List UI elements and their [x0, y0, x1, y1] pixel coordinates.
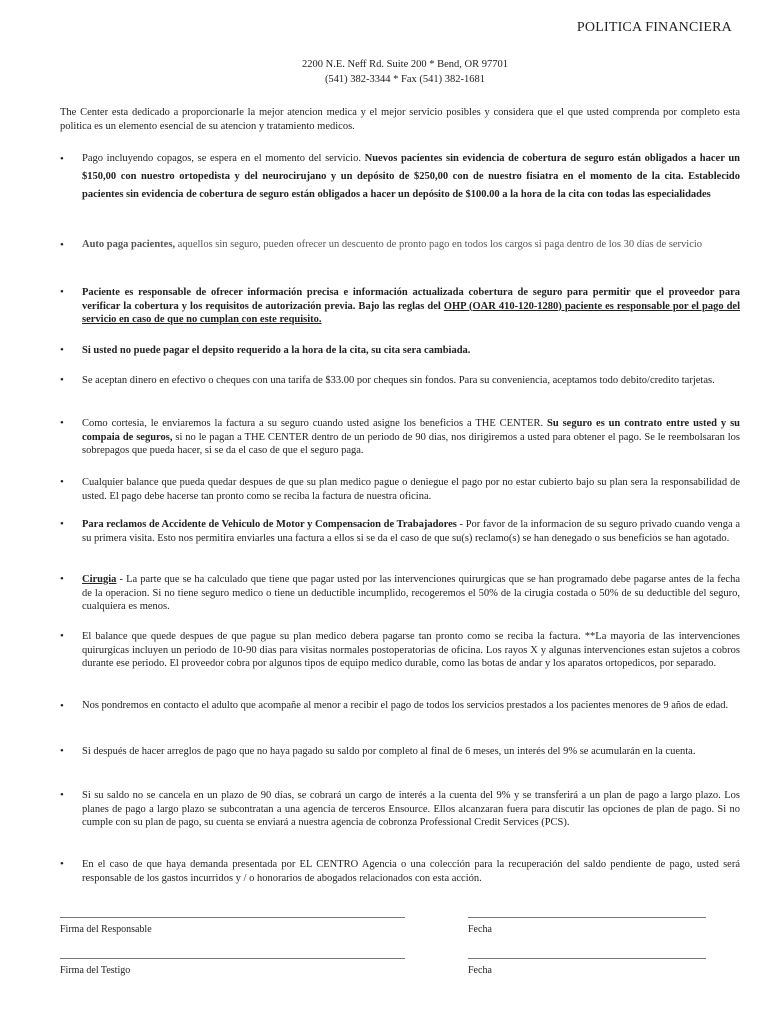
policy-item-interest-6-months: [60, 745, 740, 759]
item-text: Como cortesia, le enviaremos la factura a su seguro cuando usted asigne los beneficios a THE CENTER.: [82, 418, 547, 429]
item-underlined-text: OHP (OAR 410-120-1280) paciente es responsable por el pago del servicio en caso de que no cumplan con este requisito.: [82, 300, 740, 325]
signature-label: Firma del Testigo: [60, 965, 131, 976]
bullet-icon: •: [60, 153, 64, 165]
item-text: Pago incluyendo copagos, se espera en el momento del servicio.: [82, 153, 365, 164]
policy-item-minors: [60, 698, 740, 714]
bullet-icon: •: [60, 286, 64, 298]
item-text: El balance que quede despues de que pague su plan medico debera pagarse tan pronto como se reciba la factura. **La mayoria de las intervenciones quirurgicas incluyen un periodo de 10-90 dias para visitas normales postoperatorias de oficina. Los rayos X y algunas intervenciones estan sujetos a cobros durante ese periodo. El proveedor cobra por algunos tipos de equipo medico durable, como las botas de andar y los aparatos ortopedicos, por separado.: [82, 631, 740, 669]
item-bold-text: Nuevos pacientes sin evidencia de cobertura de seguro están obligados a hacer un $150,00 con nuestro ortopedista y del neurocirujano y un depósito de $250,00 con de nuestro fisiatra en el momento de la cita. Establecido pacientes sin evidencia de cobertura de seguro están obligados a hacer un depósito de $100.00 a la hora de la cita con todas las especialidades: [82, 153, 740, 200]
bullet-icon: •: [60, 700, 64, 712]
policy-item-cash-checks: [60, 374, 740, 388]
bullet-icon: •: [60, 374, 64, 386]
bullet-icon: •: [60, 518, 64, 530]
signature-line: [60, 958, 405, 959]
bullet-icon: •: [60, 417, 64, 429]
item-text: Nos pondremos en contacto el adulto que acompañe al menor a recibir el pago de todos los servicios prestados a los pacientes menores de 9 años de edad.: [82, 700, 729, 711]
policy-item-payment: [60, 150, 740, 204]
item-text: Si su saldo no se cancela en un plazo de 90 días, se cobrará un cargo de interés a la cuenta del 9% y se transferirá a un plan de pago a largo plazo. Los planes de pago a largo plazo se subcontratan a una agencia de terceros Ensource. Ellos alcanzaran fuera para discutir las opciones de plan de pago. Si no cumple con su plan de pago, su cuenta se enviará a nuestra agencia de cobronza Professional Credit Services (PCS).: [82, 790, 740, 828]
intro-paragraph: The Center esta dedicado a proporcionarle la mejor atencion medica y el mejor servicio posibles y considera que el que usted comprenda por completo esta politica es un elemento esencial de su atencion y tratamiento medicos.: [60, 107, 740, 132]
item-text: Se aceptan dinero en efectivo o cheques con una tarifa de $33.00 por cheques sin fondos. Para su conveniencia, aceptamos todo debito/credito tarjetas.: [82, 375, 715, 386]
item-underlined-text: Cirugia: [82, 574, 117, 585]
item-text: aquellos sin seguro, pueden ofrecer un descuento de pronto pago en todos los cargos si paga dentro de los 30 días de servicio: [175, 239, 703, 250]
item-bold-text: Para reclamos de Accidente de Vehiculo de Motor y Compensacion de Trabajadores: [82, 519, 457, 530]
signature-date-1[interactable]: [468, 917, 706, 935]
policy-item-auto-accident: [60, 518, 740, 545]
item-bold-text: Si usted no puede pagar el depsito requerido a la hora de la cita, su cita sera cambiada.: [82, 345, 471, 356]
bullet-icon: •: [60, 789, 64, 801]
signature-label: Firma del Responsable: [60, 924, 152, 935]
item-text: En el caso de que haya demanda presentada por EL CENTRO Agencia o una colección para la recuperación del saldo pendiente de pago, usted será responsable de los gastos incurridos y / o honorarios de abogados relacionados con esta acción.: [82, 859, 740, 884]
signature-witness[interactable]: [60, 958, 405, 976]
policy-item-surgery: [60, 573, 740, 614]
item-bold-text: Paciente es responsable de ofrecer información precisa e información actualizada cobertura de seguro para permitir que el proveedor para verificar la cobertura y los requisitos de autorización previa. Bajo las reglas del: [82, 287, 740, 312]
policy-item-legal-fees: [60, 858, 740, 885]
policy-item-self-pay: [60, 236, 740, 254]
bullet-icon: •: [60, 858, 64, 870]
date-line: [468, 958, 706, 959]
item-bold-text: Su seguro es un contrato entre usted y su compaia de seguros,: [82, 418, 740, 443]
bullet-icon: •: [60, 745, 64, 757]
date-label: Fecha: [468, 965, 492, 976]
policy-item-balance: [60, 476, 740, 503]
policy-item-coverage-info: [60, 286, 740, 327]
signature-date-2[interactable]: [468, 958, 706, 976]
document-title: POLITICA FINANCIERA: [576, 20, 732, 35]
bullet-icon: •: [60, 573, 64, 585]
item-text: - Por favor de la informacion de su seguro privado cuando venga a su primera visita. Esto nos permitira enviarles una factura a ellos si se da el caso de que su(s) reclamo(s) se han denegado o sus beneficios se han agotado.: [82, 519, 740, 544]
policy-item-post-surgery-balance: [60, 630, 740, 671]
address-block: [0, 58, 770, 87]
bullet-icon: •: [60, 630, 64, 642]
item-text: Cualquier balance que pueda quedar despues de que su plan medico pague o deniegue el pago por no estar cubierto bajo su plan sera la responsabilidad de usted. El pago debe hacerse tan pronto como se reciba la factura de nuestra oficina.: [82, 477, 740, 502]
signature-line: [60, 917, 405, 918]
policy-item-insurance-billing: [60, 417, 740, 458]
bullet-icon: •: [60, 344, 64, 356]
signature-responsible[interactable]: [60, 917, 405, 935]
item-text: si no le pagan a THE CENTER dentro de un periodo de 90 dias, nos dirigiremos a usted para obtener el pago. Se le reembolsaran los sobrepagos que pueda hacer, si se da el caso de que el seguro paga.: [82, 431, 740, 456]
phone-fax-line: (541) 382-3344 * Fax (541) 382-1681: [324, 73, 486, 85]
policy-item-long-term-plan: [60, 789, 740, 830]
date-line: [468, 917, 706, 918]
bullet-icon: •: [60, 239, 64, 251]
item-text: Si después de hacer arreglos de pago que no haya pagado su saldo por completo al final de 6 meses, un interés del 9% se acumularán en la cuenta.: [82, 746, 696, 757]
date-label: Fecha: [468, 924, 492, 935]
policy-item-deposit: [60, 344, 740, 358]
item-text: - La parte que se ha calculado que tiene que pagar usted por las intervenciones quirurgicas que se han programado debe pagarse antes de la fecha de la operacion. Si no tiene seguro medico o tiene un deductible incumplido, recogeremos el 50% de la cirugia costada o 50% de su deductible del seguro, cualquiera es menos.: [82, 574, 740, 612]
address-line: 2200 N.E. Neff Rd. Suite 200 * Bend, OR 97701: [301, 59, 508, 70]
item-bold-text: Auto paga pacientes,: [82, 239, 176, 250]
bullet-icon: •: [60, 476, 64, 488]
